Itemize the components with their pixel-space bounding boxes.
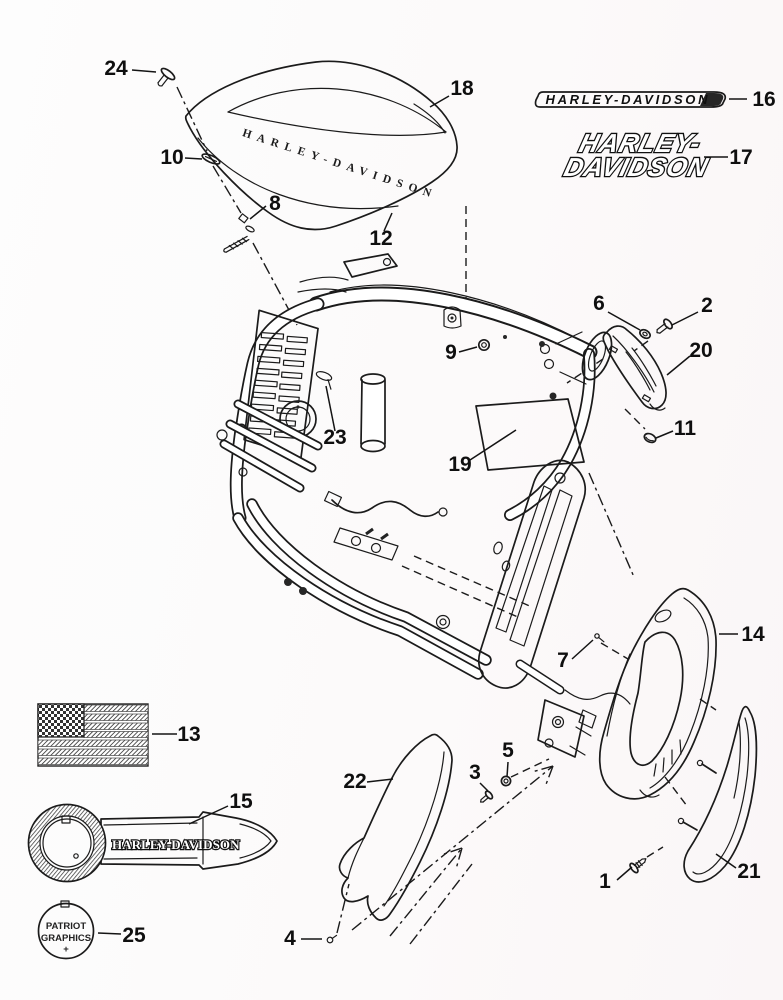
part-grommet-10: [201, 152, 221, 166]
callout-23: 23: [323, 426, 347, 449]
callout-22: 22: [343, 770, 367, 793]
callout-8: 8: [269, 192, 281, 215]
part-clip-23: [313, 370, 336, 389]
part-bar-logo-decal: [536, 92, 726, 107]
callout-18: 18: [450, 77, 474, 100]
callout-4: 4: [284, 927, 296, 950]
callout-7: 7: [557, 649, 569, 672]
callout-12: 12: [369, 227, 393, 250]
part-tank-cover: [186, 61, 457, 229]
tank-decal-text: HARLEY-DAVIDSON: [240, 127, 435, 201]
callout-24: 24: [104, 57, 128, 80]
callout-21: 21: [737, 860, 761, 883]
part-key-emblem: [29, 805, 278, 882]
part-flag-decal: [38, 704, 148, 766]
steering-stem: [361, 374, 385, 452]
callout-13: 13: [177, 723, 201, 746]
part-screw-3: [478, 790, 494, 806]
key-emblem-text: HARLEY-DAVIDSON: [112, 837, 240, 852]
part-pin-4: [326, 933, 338, 944]
patriot-mark: +: [63, 944, 69, 955]
part-washer-5: [501, 776, 510, 785]
callout-11: 11: [673, 417, 697, 440]
callout-9: 9: [445, 341, 457, 364]
callout-19: 19: [448, 453, 472, 476]
callout-3: 3: [469, 761, 481, 784]
part-screw-1: [629, 854, 650, 874]
callout-2: 2: [701, 294, 713, 317]
callout-17: 17: [729, 146, 753, 169]
part-washer-6: [638, 328, 651, 340]
callout-15: 15: [229, 790, 253, 813]
part-patriot-stamp: [39, 901, 94, 959]
callout-leaders: [98, 70, 747, 939]
part-neck-cover-20: [603, 326, 666, 410]
part-chin-cover-22: [339, 735, 452, 921]
callout-16: 16: [752, 88, 776, 111]
patriot-line2: GRAPHICS: [40, 933, 92, 944]
callout-1: 1: [599, 870, 611, 893]
bar-logo-text: HARLEY-DAVIDSON: [545, 92, 711, 107]
part-screw-24: [153, 67, 177, 91]
part-grommet-9: [479, 340, 489, 350]
callout-20: 20: [689, 339, 713, 362]
callout-6: 6: [593, 292, 605, 315]
patriot-line1: PATRIOT: [45, 921, 87, 932]
callout-5: 5: [502, 739, 514, 762]
radiator-cluster: [479, 460, 630, 757]
script-logo-line2: DAVIDSON: [561, 152, 712, 182]
script-logo-line1: HARLEY-: [576, 128, 705, 158]
part-script-logo-decal: [561, 128, 718, 182]
part-screw-kit-8: [223, 214, 255, 254]
part-screw-2: [654, 318, 674, 337]
part-grommet-11: [643, 432, 657, 444]
part-screw-7: [594, 633, 605, 644]
callout-25: 25: [122, 924, 146, 947]
callout-14: 14: [741, 623, 765, 646]
assembly-direction-arrows: [352, 766, 553, 944]
callout-10: 10: [160, 146, 184, 169]
